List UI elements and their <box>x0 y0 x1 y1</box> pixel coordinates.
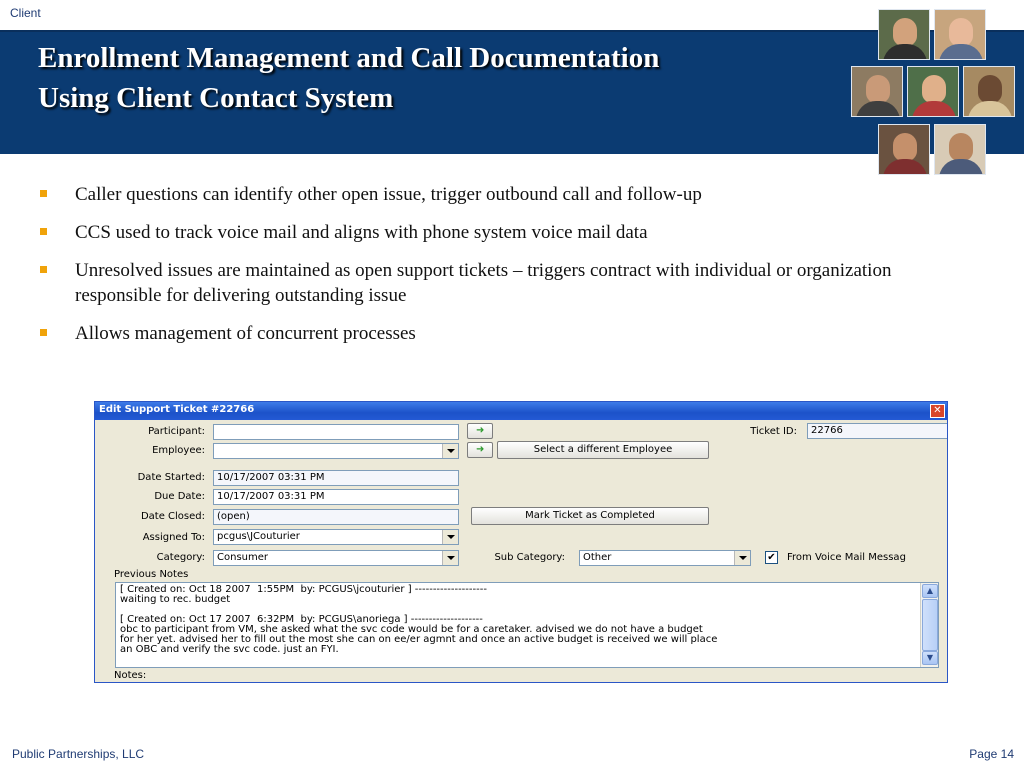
headshot-photo <box>851 66 903 117</box>
bullet-text: Unresolved issues are maintained as open support tickets – triggers contract with individual or organization responsible for delivering outstanding issue <box>75 260 892 306</box>
date-started-field[interactable]: 10/17/2007 03:31 PM <box>213 470 459 486</box>
title-line-2: Using Client Contact System <box>38 82 394 114</box>
sub-category-label: Sub Category: <box>494 552 565 563</box>
employee-label: Employee: <box>152 445 205 456</box>
category-label: Category: <box>156 552 205 563</box>
chevron-down-icon[interactable] <box>442 530 458 544</box>
ticket-id-field[interactable]: 22766 <box>807 423 948 439</box>
bullet-marker-icon <box>40 329 47 336</box>
mark-ticket-completed-button[interactable]: Mark Ticket as Completed <box>471 507 709 525</box>
bullet-item <box>38 321 938 346</box>
date-closed-label: Date Closed: <box>140 511 205 522</box>
title-line-1: Enrollment Management and Call Documentation <box>38 42 660 74</box>
client-tag: Client <box>10 6 41 20</box>
assigned-to-value: pcgus\JCouturier <box>217 531 300 542</box>
close-icon[interactable]: ✕ <box>930 404 945 418</box>
bullet-marker-icon <box>40 266 47 273</box>
assigned-to-label: Assigned To: <box>142 532 205 543</box>
footer-company: Public Partnerships, LLC <box>12 747 145 761</box>
sub-category-value: Other <box>583 552 612 563</box>
notes-label: Notes: <box>114 670 147 681</box>
category-dropdown[interactable] <box>213 550 459 566</box>
due-date-label: Due Date: <box>154 491 205 502</box>
bullet-item <box>38 220 938 245</box>
footer-page-number: Page 14 <box>969 747 1014 761</box>
chevron-down-icon[interactable] <box>734 551 750 565</box>
bullet-item <box>38 182 938 207</box>
sub-category-dropdown[interactable] <box>579 550 751 566</box>
date-closed-field[interactable]: (open) <box>213 509 459 525</box>
dialog-title: Edit Support Ticket #22766 <box>99 404 255 415</box>
participant-field[interactable] <box>213 424 459 440</box>
due-date-field[interactable]: 10/17/2007 03:31 PM <box>213 489 459 505</box>
chevron-down-icon[interactable] <box>442 444 458 458</box>
headshot-photo <box>878 9 930 60</box>
scroll-thumb[interactable] <box>922 599 938 651</box>
headshot-photo <box>934 124 986 175</box>
bullet-text: Caller questions can identify other open issue, trigger outbound call and follow-up <box>75 184 702 205</box>
employee-dropdown[interactable] <box>213 443 459 459</box>
previous-notes-text: [ Created on: Oct 18 2007 1:55PM by: PCGUS\jcouturier ] -------------------- waiting to rec. budget [ Created on: Oct 17 2007 6:32PM by: PCGUS\anoriega ] -------------------- obc to participant from VM, she asked what the svc code would be for a caretaker. advised we do not have a budget for her yet. advised her to fill out the most she can on ee/er agmnt and once an active budget is received we will place an OBC and verify the svc code. just an FYI. <box>120 584 718 655</box>
headshot-photo <box>963 66 1015 117</box>
date-started-label: Date Started: <box>137 472 205 483</box>
edit-support-ticket-dialog <box>94 401 948 683</box>
ticket-id-label: Ticket ID: <box>750 426 797 437</box>
bullet-marker-icon <box>40 228 47 235</box>
bullet-marker-icon <box>40 190 47 197</box>
employee-lookup-button[interactable] <box>467 442 493 458</box>
bullet-text: Allows management of concurrent processes <box>75 323 416 344</box>
headshot-photo <box>878 124 930 175</box>
from-voicemail-label: From Voice Mail Messag <box>787 552 906 563</box>
scroll-down-icon[interactable]: ▼ <box>922 651 938 665</box>
previous-notes-label: Previous Notes <box>114 569 189 580</box>
select-different-employee-button[interactable]: Select a different Employee <box>497 441 709 459</box>
headshot-photo <box>934 9 986 60</box>
checkmark-icon: ✔ <box>767 552 776 563</box>
photo-collage <box>846 8 1024 178</box>
go-arrow-icon: ➜ <box>476 425 485 436</box>
bullet-list <box>38 182 938 359</box>
assigned-to-dropdown[interactable] <box>213 529 459 545</box>
category-value: Consumer <box>217 552 268 563</box>
bullet-text: CCS used to track voice mail and aligns with phone system voice mail data <box>75 222 648 243</box>
participant-label: Participant: <box>148 426 205 437</box>
bullet-item <box>38 258 938 308</box>
notes-scrollbar[interactable] <box>920 583 938 667</box>
previous-notes-textarea[interactable] <box>115 582 939 668</box>
participant-lookup-button[interactable] <box>467 423 493 439</box>
headshot-photo <box>907 66 959 117</box>
slide-title <box>38 38 838 118</box>
from-voicemail-checkbox[interactable] <box>765 551 778 564</box>
go-arrow-icon: ➜ <box>476 444 485 455</box>
dialog-titlebar <box>95 402 947 420</box>
scroll-up-icon[interactable]: ▲ <box>922 584 938 598</box>
